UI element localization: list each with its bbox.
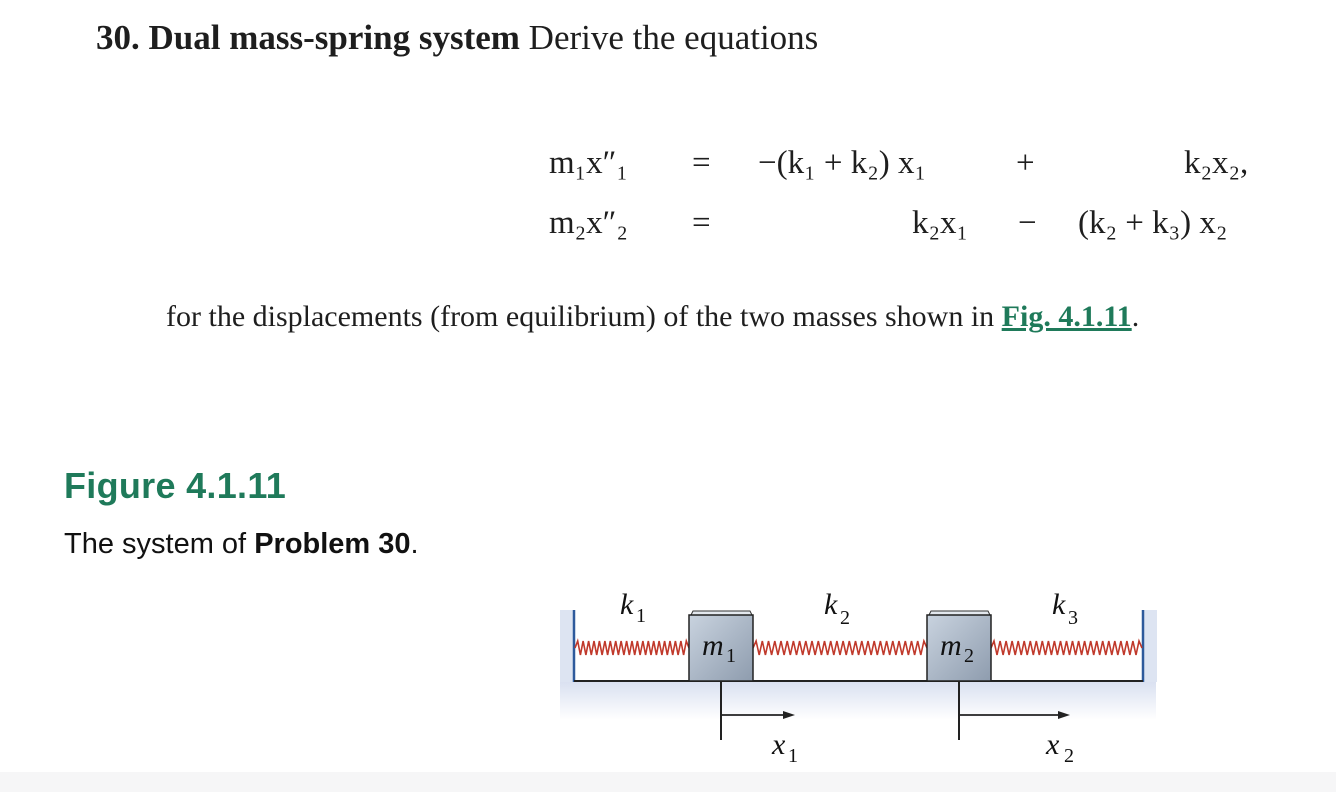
label-x2-sub: 2 (1064, 745, 1074, 767)
label-k1-sub: 1 (636, 605, 646, 627)
label-k1: k (620, 588, 634, 621)
label-x1-sub: 1 (788, 745, 798, 767)
label-m2-sub: 2 (964, 645, 974, 667)
eq1-lhs: m₁x″₁ (549, 145, 628, 181)
problem-heading (96, 14, 818, 62)
label-x1: x (772, 728, 786, 761)
caption-period: . (410, 528, 419, 560)
problem-number: 30. (96, 18, 140, 57)
eq2-term2: (k₂ + k₃) x₂ (1078, 205, 1228, 241)
label-x2: x (1046, 728, 1060, 761)
eq1-operator: + (1016, 145, 1035, 181)
right-wall (1143, 610, 1157, 682)
problem-tail (166, 297, 1139, 337)
eq1-term2: k₂x₂, (1184, 145, 1249, 181)
label-k3-sub: 3 (1068, 607, 1078, 629)
label-m1-sub: 1 (726, 645, 736, 667)
spring-k2 (753, 641, 927, 655)
problem-lead: Derive the equations (528, 18, 819, 57)
eq1-term1: −(k₁ + k₂) x₁ (758, 145, 926, 181)
eq2-lhs: m₂x″₂ (549, 205, 628, 241)
label-k3: k (1052, 588, 1066, 621)
left-wall (560, 610, 574, 682)
label-k2: k (824, 588, 838, 621)
figure-title: Figure 4.1.11 (64, 465, 287, 506)
eq2-relation: = (692, 205, 711, 241)
eq2-operator: − (1018, 205, 1037, 241)
figure-link[interactable]: Fig. 4.1.11 (1001, 300, 1132, 333)
caption-problem-ref: Problem 30 (254, 528, 411, 560)
spring-k3 (991, 641, 1142, 655)
label-m1: m (702, 629, 724, 662)
bottom-band (0, 772, 1336, 792)
label-k2-sub: 2 (840, 607, 850, 629)
tail-text: for the displacements (from equilibrium) of the two masses shown in (166, 300, 995, 333)
problem-title: Dual mass-spring system (148, 18, 520, 57)
label-m2: m (940, 629, 962, 662)
spring-k1 (575, 641, 689, 655)
mass-spring-diagram (540, 580, 1180, 770)
eq2-term1: k₂x₁ (912, 205, 969, 241)
tail-period: . (1131, 300, 1140, 333)
caption-text: The system of (64, 528, 247, 560)
eq1-relation: = (692, 145, 711, 181)
figure-caption (64, 524, 419, 564)
